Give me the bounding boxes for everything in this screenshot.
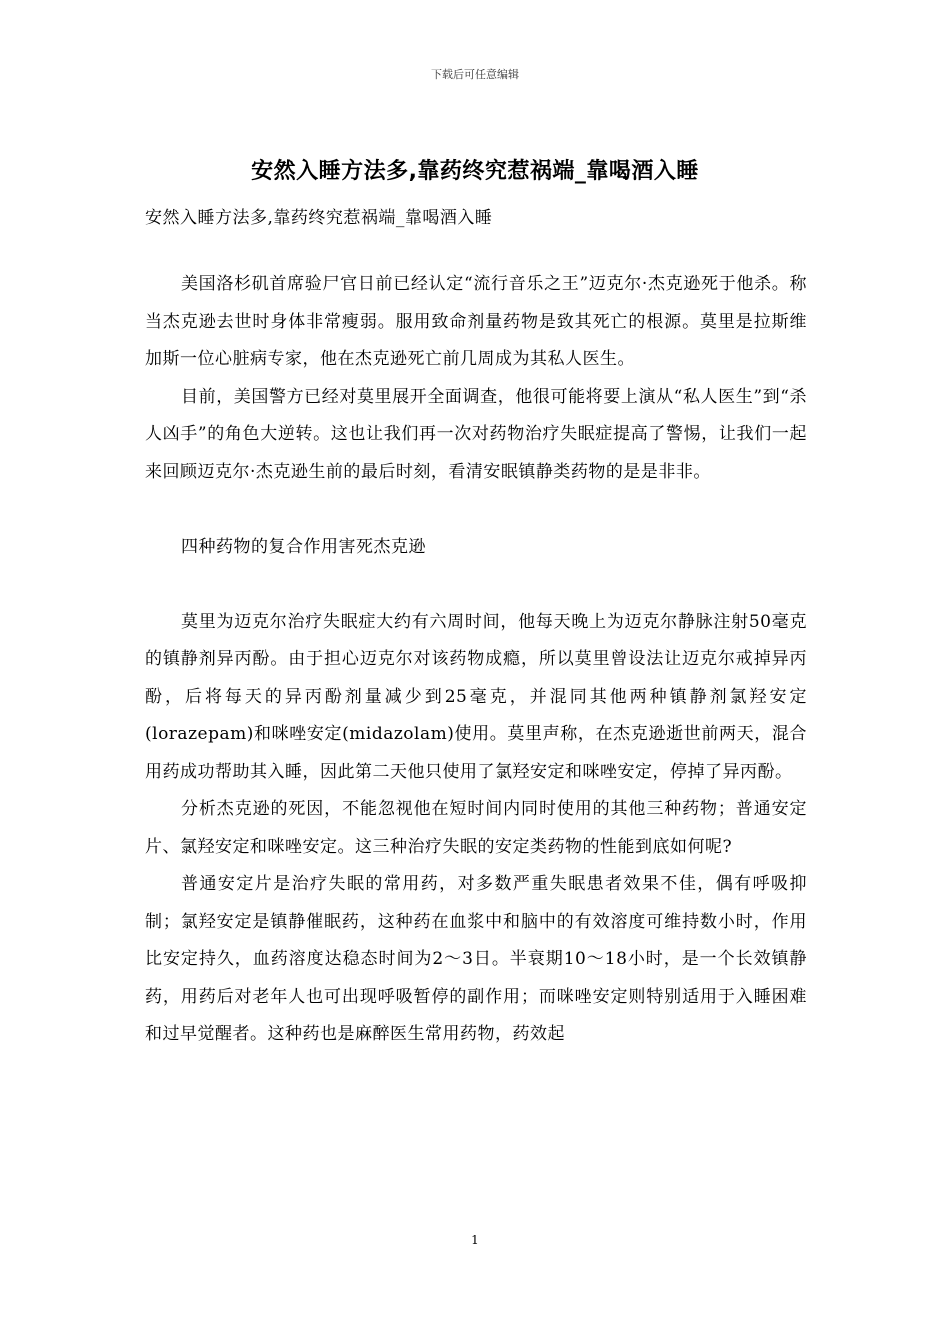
- paragraph: 分析杰克逊的死因，不能忽视他在短时间内同时使用的其他三种药物；普通安定片、氯羟安定和咪唑安定。这三种治疗失眠的安定类药物的性能到底如何呢?: [145, 799, 807, 857]
- paragraph: 美国洛杉矶首席验尸官日前已经认定“流行音乐之王”迈克尔·杰克逊死于他杀。称当杰克逊去世时身体非常瘦弱。服用致命剂量药物是致其死亡的根源。莫里是拉斯维加斯一位心脏病专家，他在杰克逊死亡前几周成为其私人医生。: [145, 274, 807, 369]
- blank-line: [145, 491, 807, 529]
- blank-line: [145, 566, 807, 604]
- page-header-note: 下载后可任意编辑: [431, 68, 519, 81]
- paragraph: 莫里为迈克尔治疗失眠症大约有六周时间，他每天晚上为迈克尔静脉注射50毫克的镇静剂异丙酚。由于担心迈克尔对该药物成瘾，所以莫里曾设法让迈克尔戒掉异丙酚，后将每天的异丙酚剂量减少到25毫克，并混同其他两种镇静剂氯羟安定(lorazepam)和咪唑安定(midazolam)使用。莫里声称，在杰克逊逝世前两天，混合用药成功帮助其入睡，因此第二天他只使用了氯羟安定和咪唑安定，停掉了异丙酚。: [145, 611, 807, 782]
- document-title: 安然入睡方法多,靠药终究惹祸端_靠喝酒入睡: [251, 159, 699, 184]
- paragraph: 普通安定片是治疗失眠的常用药，对多数严重失眠患者效果不佳，偶有呼吸抑制；氯羟安定是镇静催眠药，这种药在血浆中和脑中的有效溶度可维持数小时，作用比安定持久，血药溶度达稳态时间为2～3日。半衰期10～18小时，是一个长效镇静药，用药后对老年人也可出现呼吸暂停的副作用；而咪唑安定则特别适用于入睡困难和过早觉醒者。这种药也是麻醉医生常用药物，药效起: [145, 874, 807, 1044]
- page-number: 1: [471, 1233, 479, 1247]
- document-subtitle: 安然入睡方法多,靠药终究惹祸端_靠喝酒入睡: [145, 208, 493, 228]
- document-body: [145, 266, 807, 1054]
- paragraph: 目前，美国警方已经对莫里展开全面调查，他很可能将要上演从“私人医生”到“杀人凶手”的角色大逆转。这也让我们再一次对药物治疗失眠症提高了警惕，让我们一起来回顾迈克尔·杰克逊生前的最后时刻，看清安眠镇静类药物的是是非非。: [145, 386, 807, 482]
- section-heading: 四种药物的复合作用害死杰克逊: [181, 536, 426, 557]
